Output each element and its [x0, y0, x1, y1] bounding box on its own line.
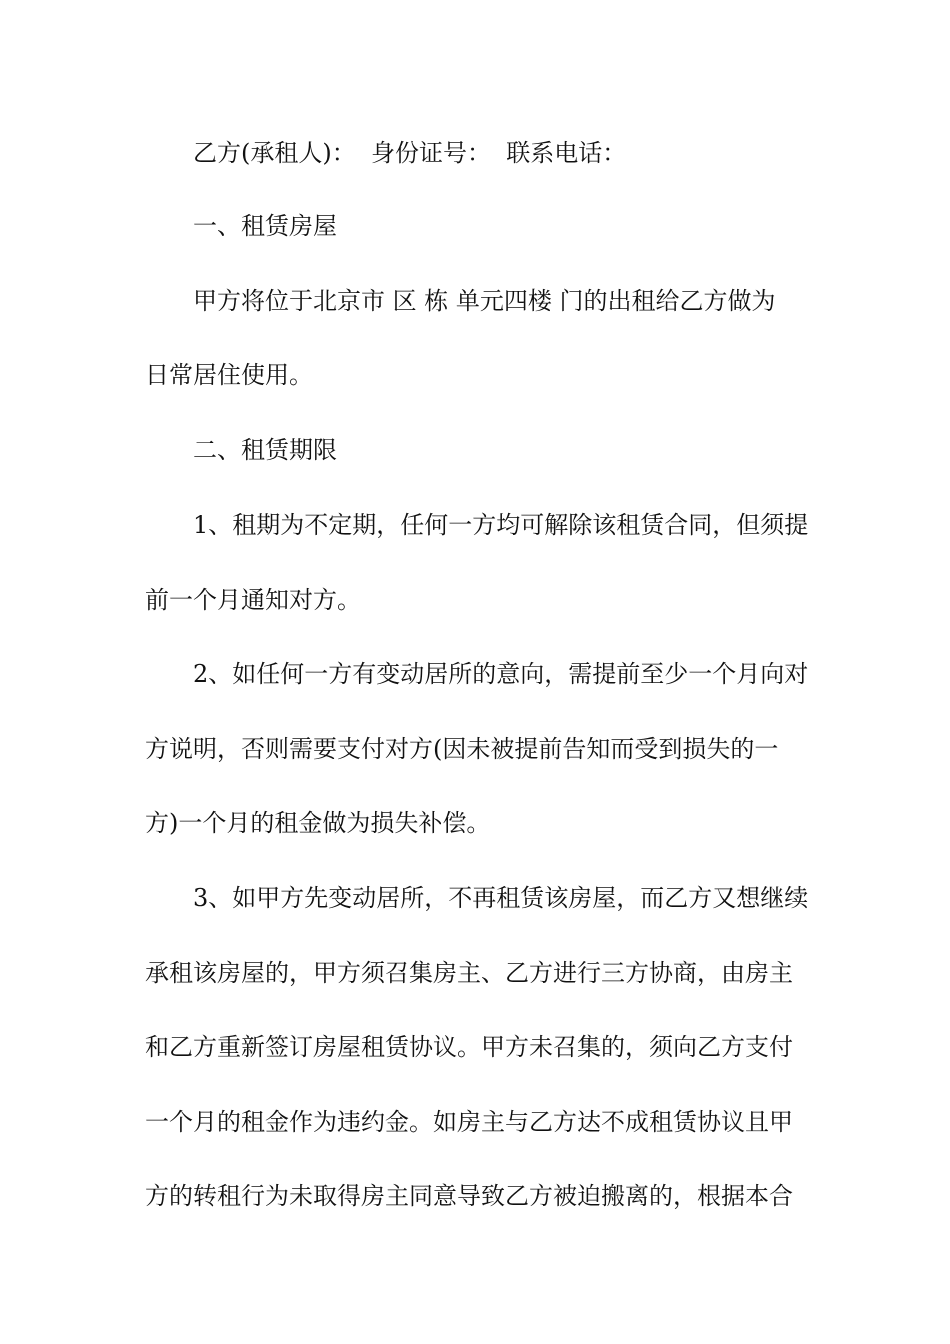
- party-b-info-line: 乙方(承租人)： 身份证号： 联系电话：: [193, 139, 627, 167]
- paragraph-line: 3、如甲方先变动居所，不再租赁该房屋，而乙方又想继续: [193, 884, 809, 912]
- paragraph-line: 前一个月通知对方。: [145, 586, 361, 614]
- paragraph-line: 日常居住使用。: [145, 361, 313, 389]
- paragraph-line: 一个月的租金作为违约金。如房主与乙方达不成租赁协议且甲: [145, 1108, 793, 1136]
- paragraph-line: 方说明，否则需要支付对方(因未被提前告知而受到损失的一: [145, 735, 779, 763]
- paragraph-line: 2、如任何一方有变动居所的意向，需提前至少一个月向对: [193, 660, 809, 688]
- paragraph-line: 甲方将位于北京市 区 栋 单元四楼 门的出租给乙方做为: [193, 287, 776, 315]
- paragraph-line: 方)一个月的租金做为损失补偿。: [145, 809, 491, 837]
- paragraph-line: 方的转租行为未取得房主同意导致乙方被迫搬离的，根据本合: [145, 1182, 793, 1210]
- paragraph-line: 1、租期为不定期，任何一方均可解除该租赁合同，但须提: [193, 511, 809, 539]
- paragraph-line: 和乙方重新签订房屋租赁协议。甲方未召集的，须向乙方支付: [145, 1033, 793, 1061]
- section-heading-rental-house: 一、租赁房屋: [193, 212, 337, 240]
- section-heading-rental-term: 二、租赁期限: [193, 436, 337, 464]
- paragraph-line: 承租该房屋的，甲方须召集房主、乙方进行三方协商，由房主: [145, 959, 793, 987]
